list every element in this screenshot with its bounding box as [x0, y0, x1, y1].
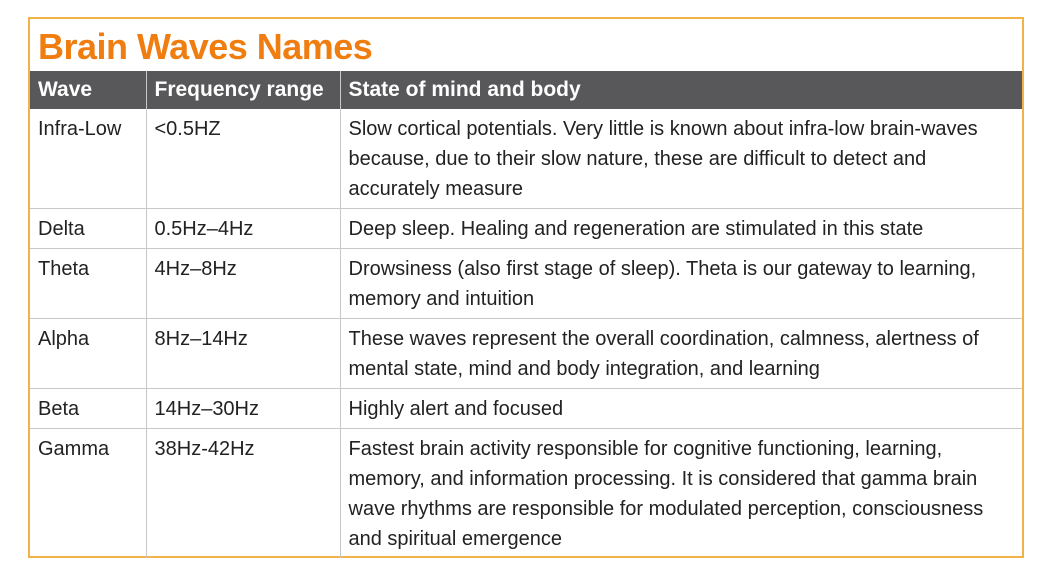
table-row: [30, 319, 1022, 389]
wave-cell: Alpha: [30, 319, 146, 389]
state-cell: Deep sleep. Healing and regeneration are stimulated in this state: [340, 209, 1022, 249]
wave-cell: Infra-Low: [30, 109, 146, 209]
range-cell: 38Hz-42Hz: [146, 429, 340, 559]
state-cell: These waves represent the overall coordination, calmness, alertness of mental state, mind and body integration, and learning: [340, 319, 1022, 389]
table-row: [30, 209, 1022, 249]
header-wave: Wave: [30, 71, 146, 109]
table-row: [30, 109, 1022, 209]
table-row: [30, 389, 1022, 429]
range-cell: 4Hz–8Hz: [146, 249, 340, 319]
table-row: [30, 429, 1022, 559]
brain-waves-table: [30, 71, 1022, 558]
header-frequency-range: Frequency range: [146, 71, 340, 109]
range-cell: 0.5Hz–4Hz: [146, 209, 340, 249]
wave-cell: Theta: [30, 249, 146, 319]
wave-cell: Beta: [30, 389, 146, 429]
state-cell: Drowsiness (also first stage of sleep). Theta is our gateway to learning, memory and intuition: [340, 249, 1022, 319]
table-row: [30, 249, 1022, 319]
brain-waves-panel: [28, 17, 1024, 558]
wave-cell: Delta: [30, 209, 146, 249]
page-title: Brain Waves Names: [38, 26, 373, 67]
header-state: State of mind and body: [340, 71, 1022, 109]
range-cell: 14Hz–30Hz: [146, 389, 340, 429]
state-cell: Slow cortical potentials. Very little is known about infra-low brain-waves because, due to their slow nature, these are difficult to detect and accurately measure: [348, 118, 978, 200]
table-header-row: [30, 71, 1022, 109]
wave-cell: Gamma: [30, 429, 146, 559]
range-cell: 8Hz–14Hz: [146, 319, 340, 389]
state-cell: Highly alert and focused: [340, 389, 1022, 429]
range-cell: <0.5HZ: [146, 109, 340, 209]
state-cell: Fastest brain activity responsible for cognitive functioning, learning, memory, and information processing. It is considered that gamma brain wave rhythms are responsible for modulated perception, consciousness and spiritual emergence: [340, 429, 1022, 559]
